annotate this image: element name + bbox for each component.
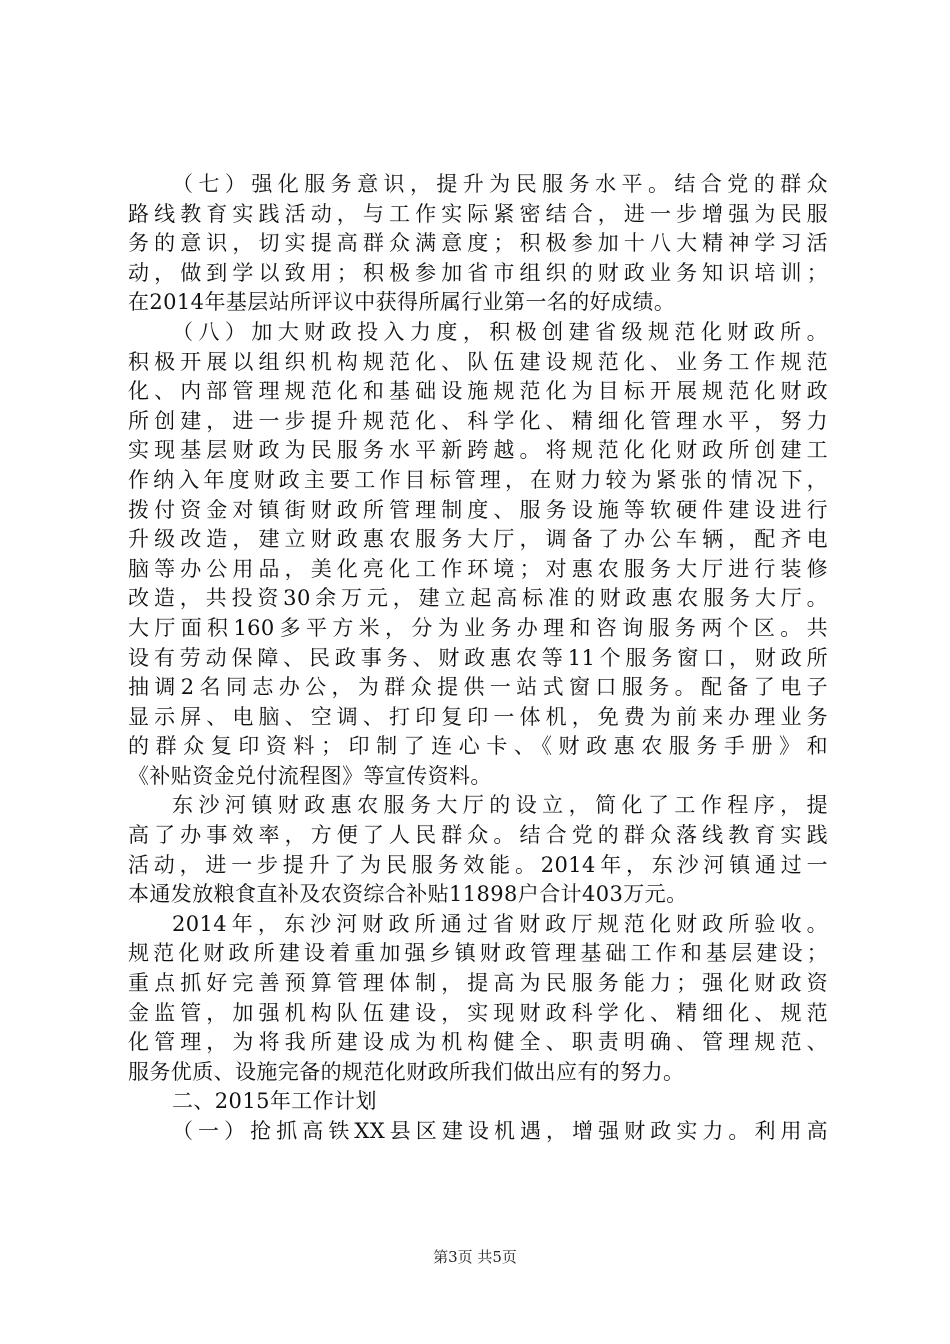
text-line: 的群众复印资料；印制了连心卡、《财政惠农服务手册》和 xyxy=(128,734,828,759)
text-line: 实现基层财政为民服务水平新跨越。将规范化化财政所创建工 xyxy=(128,438,828,463)
text-line: 服务优质、设施完备的规范化财政所我们做出应有的努力。 xyxy=(128,1059,685,1084)
text-line: 大厅面积160多平方米，分为业务办理和咨询服务两个区。共 xyxy=(128,615,828,640)
text-line: （一）抢抓高铁XX县区建设机遇，增强财政实力。利用高 xyxy=(172,1119,828,1143)
text-line: 重点抓好完善预算管理体制，提高为民服务能力；强化财政资 xyxy=(128,971,828,996)
text-line: 升级改造，建立财政惠农服务大厅，调备了办公车辆，配齐电 xyxy=(128,527,828,552)
text-line: 二、2015年工作计划 xyxy=(172,1089,377,1114)
text-line: 规范化财政所建设着重加强乡镇财政管理基础工作和基层建设； xyxy=(128,941,828,966)
text-line: 东沙河镇财政惠农服务大厅的设立，简化了工作程序，提 xyxy=(172,793,828,818)
text-line: 化、内部管理规范化和基础设施规范化为目标开展规范化财政 xyxy=(128,379,828,404)
document-body xyxy=(128,170,828,1147)
text-line: 化管理，为将我所建设成为机构健全、职责明确、管理规范、 xyxy=(128,1030,828,1055)
text-line: 显示屏、电脑、空调、打印复印一体机，免费为前来办理业务 xyxy=(128,704,828,729)
text-line: （八）加大财政投入力度，积极创建省级规范化财政所。 xyxy=(172,319,828,344)
text-line: 2014年，东沙河财政所通过省财政厅规范化财政所验收。 xyxy=(172,911,828,936)
text-line: 活动，进一步提升了为民服务效能。2014年，东沙河镇通过一 xyxy=(128,852,828,877)
text-line: 作纳入年度财政主要工作目标管理，在财力较为紧张的情况下， xyxy=(128,467,828,492)
text-line: 路线教育实践活动，与工作实际紧密结合，进一步增强为民服 xyxy=(128,201,828,226)
text-line: 改造，共投资30余万元，建立起高标准的财政惠农服务大厅。 xyxy=(128,586,828,611)
page-footer: 第3页 共5页 xyxy=(433,1248,517,1266)
text-line: 高了办事效率，方便了人民群众。结合党的群众落线教育实践 xyxy=(128,823,828,848)
text-line: 动，做到学以致用；积极参加省市组织的财政业务知识培训； xyxy=(128,260,828,285)
text-line: 金监管，加强机构队伍建设，实现财政科学化、精细化、规范 xyxy=(128,1000,828,1025)
text-line: 在2014年基层站所评议中获得所属行业第一名的好成绩。 xyxy=(128,290,676,315)
text-line: 抽调2名同志办公，为群众提供一站式窗口服务。配备了电子 xyxy=(128,675,828,700)
text-line: 所创建，进一步提升规范化、科学化、精细化管理水平，努力 xyxy=(128,408,828,433)
text-line: 积极开展以组织机构规范化、队伍建设规范化、业务工作规范 xyxy=(128,349,828,374)
text-line: 拨付资金对镇街财政所管理制度、服务设施等软硬件建设进行 xyxy=(128,497,828,522)
text-line: （七）强化服务意识，提升为民服务水平。结合党的群众 xyxy=(172,172,828,196)
text-line: 设有劳动保障、民政事务、财政惠农等11个服务窗口，财政所 xyxy=(128,645,828,670)
text-line: 本通发放粮食直补及农资综合补贴11898户合计403万元。 xyxy=(128,882,688,907)
text-line: 脑等办公用品，美化亮化工作环境；对惠农服务大厅进行装修 xyxy=(128,556,828,581)
text-line: 《补贴资金兑付流程图》等宣传资料。 xyxy=(128,763,492,788)
text-line: 务的意识，切实提高群众满意度；积极参加十八大精神学习活 xyxy=(128,231,828,256)
